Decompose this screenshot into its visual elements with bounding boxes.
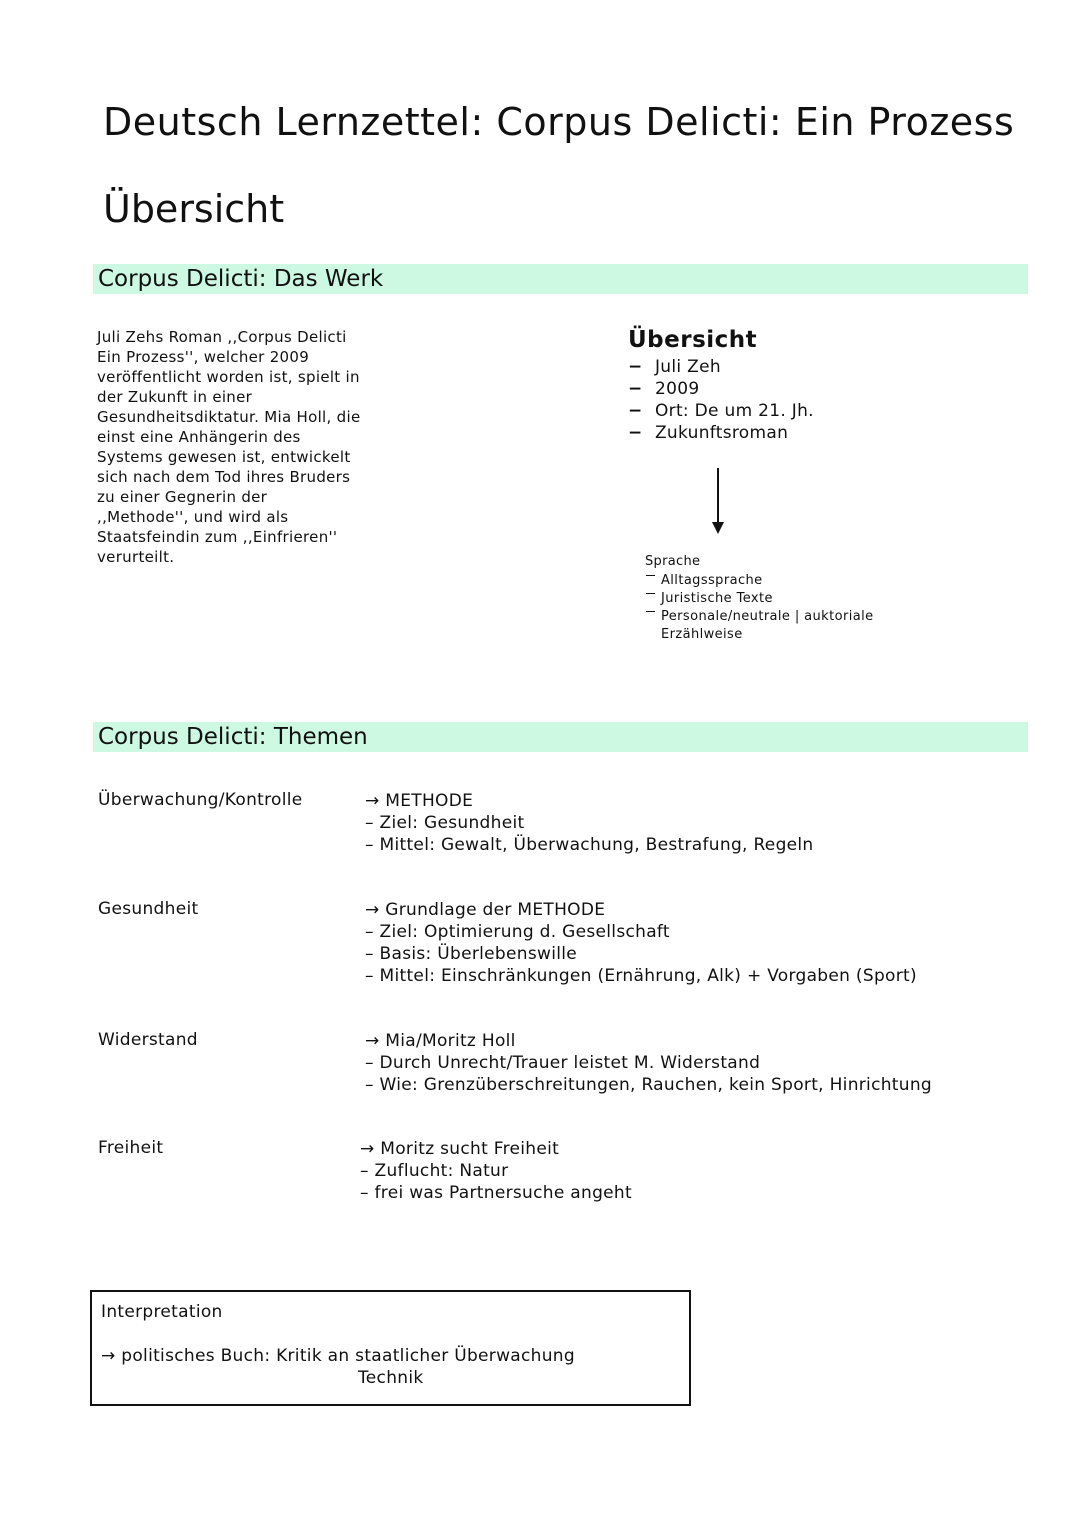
theme-point: – Zuflucht: Natur <box>360 1160 632 1182</box>
theme-point: – Mittel: Einschränkungen (Ernährung, Alk) + Vorgaben (Sport) <box>365 965 917 987</box>
theme-name: Freiheit <box>98 1138 164 1158</box>
overview-item: − Juli Zeh <box>628 356 814 378</box>
theme-points <box>360 1138 632 1204</box>
page-title: Deutsch Lernzettel: Corpus Delicti: Ein Prozess <box>103 100 1015 144</box>
theme-points <box>365 1030 932 1096</box>
down-arrow-line <box>717 468 719 524</box>
section-title-themen: Corpus Delicti: Themen <box>98 724 368 750</box>
down-arrow-icon <box>712 522 724 534</box>
theme-lead: → Moritz sucht Freiheit <box>360 1138 632 1160</box>
overview-item: − 2009 <box>628 378 814 400</box>
section-header-werk <box>93 264 1028 294</box>
interpretation-label: Interpretation <box>101 1302 223 1322</box>
theme-name: Überwachung/Kontrolle <box>98 790 303 810</box>
overview-heading: Übersicht <box>628 327 758 353</box>
interpretation-text-continued: Technik <box>358 1368 424 1388</box>
theme-name: Gesundheit <box>98 899 199 919</box>
theme-point: – Wie: Grenzüberschreitungen, Rauchen, kein Sport, Hinrichtung <box>365 1074 932 1096</box>
theme-point: – Basis: Überlebenswille <box>365 943 917 965</box>
sprache-item: Juristische Texte <box>645 590 895 608</box>
theme-point: – Ziel: Optimierung d. Gesellschaft <box>365 921 917 943</box>
interpretation-text: → politisches Buch: Kritik an staatlicher Überwachung <box>101 1346 575 1366</box>
sprache-item: Personale/neutrale | auktoriale Erzählweise <box>645 608 895 644</box>
theme-name: Widerstand <box>98 1030 198 1050</box>
page-subtitle: Übersicht <box>103 187 285 231</box>
section-header-themen <box>93 722 1028 752</box>
theme-points <box>365 790 814 856</box>
theme-point: – Durch Unrecht/Trauer leistet M. Widerstand <box>365 1052 932 1074</box>
theme-point: – Ziel: Gesundheit <box>365 812 814 834</box>
theme-points <box>365 899 917 987</box>
overview-item: − Ort: De um 21. Jh. <box>628 400 814 422</box>
interpretation-box <box>90 1290 691 1406</box>
theme-lead: → METHODE <box>365 790 814 812</box>
sprache-list <box>645 572 895 644</box>
werk-summary: Juli Zehs Roman ,,Corpus Delicti Ein Prozess'', welcher 2009 veröffentlicht worden ist, spielt in der Zukunft in einer Gesundheitsdiktatur. Mia Holl, die einst eine Anhängerin des Systems gewesen ist, entwickelt sich nach dem Tod ihres Bruders zu einer Gegnerin der ,,Methode'', und wird als Staatsfeindin zum ,,Einfrieren'' verurteilt. <box>97 328 361 566</box>
overview-list <box>628 356 814 444</box>
section-title-werk: Corpus Delicti: Das Werk <box>98 266 384 292</box>
theme-point: – Mittel: Gewalt, Überwachung, Bestrafung, Regeln <box>365 834 814 856</box>
theme-point: – frei was Partnersuche angeht <box>360 1182 632 1204</box>
theme-lead: → Grundlage der METHODE <box>365 899 917 921</box>
theme-lead: → Mia/Moritz Holl <box>365 1030 932 1052</box>
sprache-item: Alltagssprache <box>645 572 895 590</box>
overview-item: − Zukunftsroman <box>628 422 814 444</box>
sprache-label: Sprache <box>645 554 701 569</box>
